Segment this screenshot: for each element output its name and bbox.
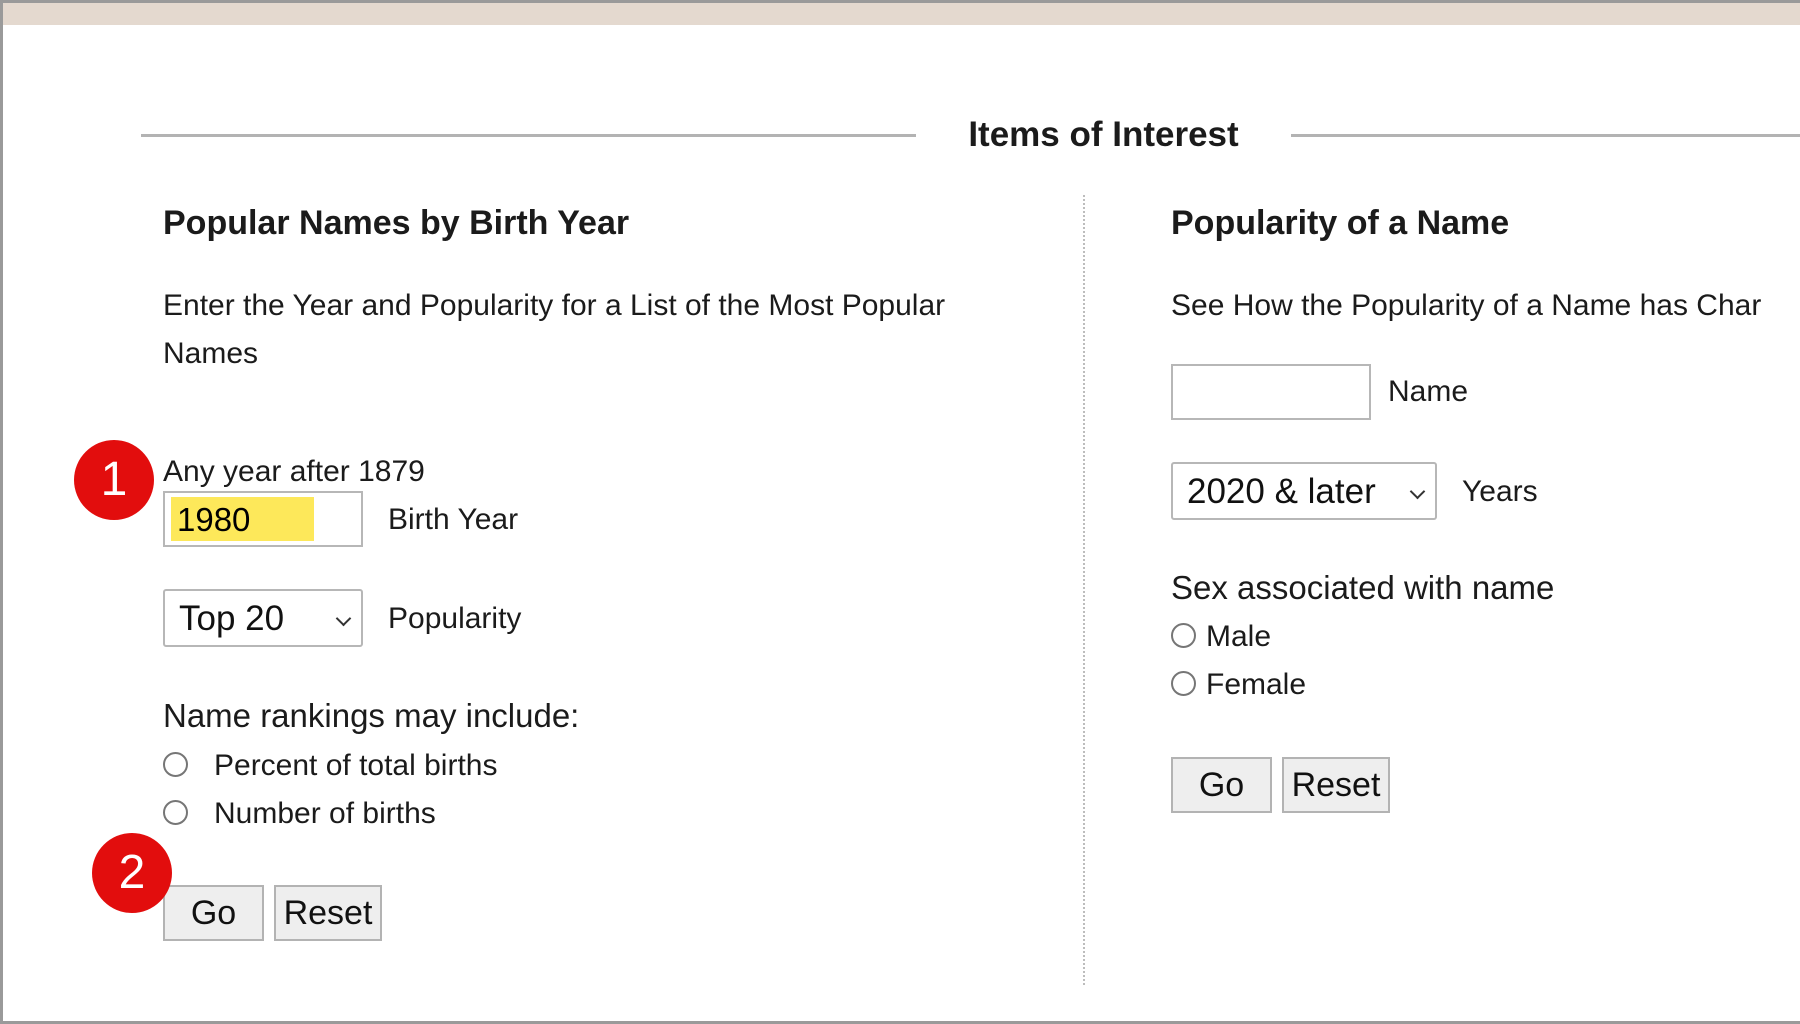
chevron-down-icon: [1410, 484, 1426, 500]
chevron-down-icon: [336, 611, 352, 627]
female-label: Female: [1206, 668, 1307, 701]
number-births-radio[interactable]: [163, 800, 188, 825]
rankings-label: Name rankings may include:: [163, 697, 580, 734]
section-rule-right: [1291, 134, 1800, 137]
birth-year-value: 1980: [171, 497, 314, 541]
year-hint: Any year after 1879: [163, 455, 425, 488]
popularity-label: Popularity: [388, 602, 522, 635]
popular-names-panel: [163, 195, 1043, 378]
name-label: Name: [1388, 375, 1469, 408]
male-radio[interactable]: [1171, 623, 1196, 648]
birth-year-label: Birth Year: [388, 503, 519, 536]
name-reset-button[interactable]: Reset: [1282, 757, 1390, 813]
number-births-label: Number of births: [214, 797, 436, 830]
name-popularity-heading: Popularity of a Name: [1171, 204, 1510, 242]
go-button[interactable]: Go: [163, 885, 264, 941]
years-label: Years: [1462, 475, 1538, 508]
name-input[interactable]: [1171, 364, 1371, 420]
popular-names-description: Enter the Year and Popularity for a List of the Most Popular Names: [163, 288, 946, 370]
name-go-button[interactable]: Go: [1171, 757, 1272, 813]
male-label: Male: [1206, 620, 1272, 653]
popular-names-heading: Popular Names by Birth Year: [163, 204, 630, 242]
column-divider: [1083, 195, 1085, 985]
section-title: Items of Interest: [968, 115, 1239, 154]
sex-label: Sex associated with name: [1171, 569, 1555, 606]
popularity-select[interactable]: [163, 589, 363, 647]
top-band: [3, 3, 1800, 25]
years-select[interactable]: [1171, 462, 1437, 520]
popularity-selected-value: Top 20: [179, 599, 285, 638]
step-marker-2: 2: [92, 833, 172, 913]
name-popularity-description: See How the Popularity of a Name has Char: [1171, 288, 1762, 322]
birth-year-input[interactable]: [163, 491, 363, 547]
years-selected-value: 2020 & later: [1187, 472, 1376, 511]
step-marker-1: 1: [74, 440, 154, 520]
name-popularity-panel: [1171, 195, 1800, 330]
female-radio[interactable]: [1171, 671, 1196, 696]
reset-button[interactable]: Reset: [274, 885, 382, 941]
section-rule-left: [141, 134, 916, 137]
percent-births-label: Percent of total births: [214, 749, 498, 782]
percent-births-radio[interactable]: [163, 752, 188, 777]
